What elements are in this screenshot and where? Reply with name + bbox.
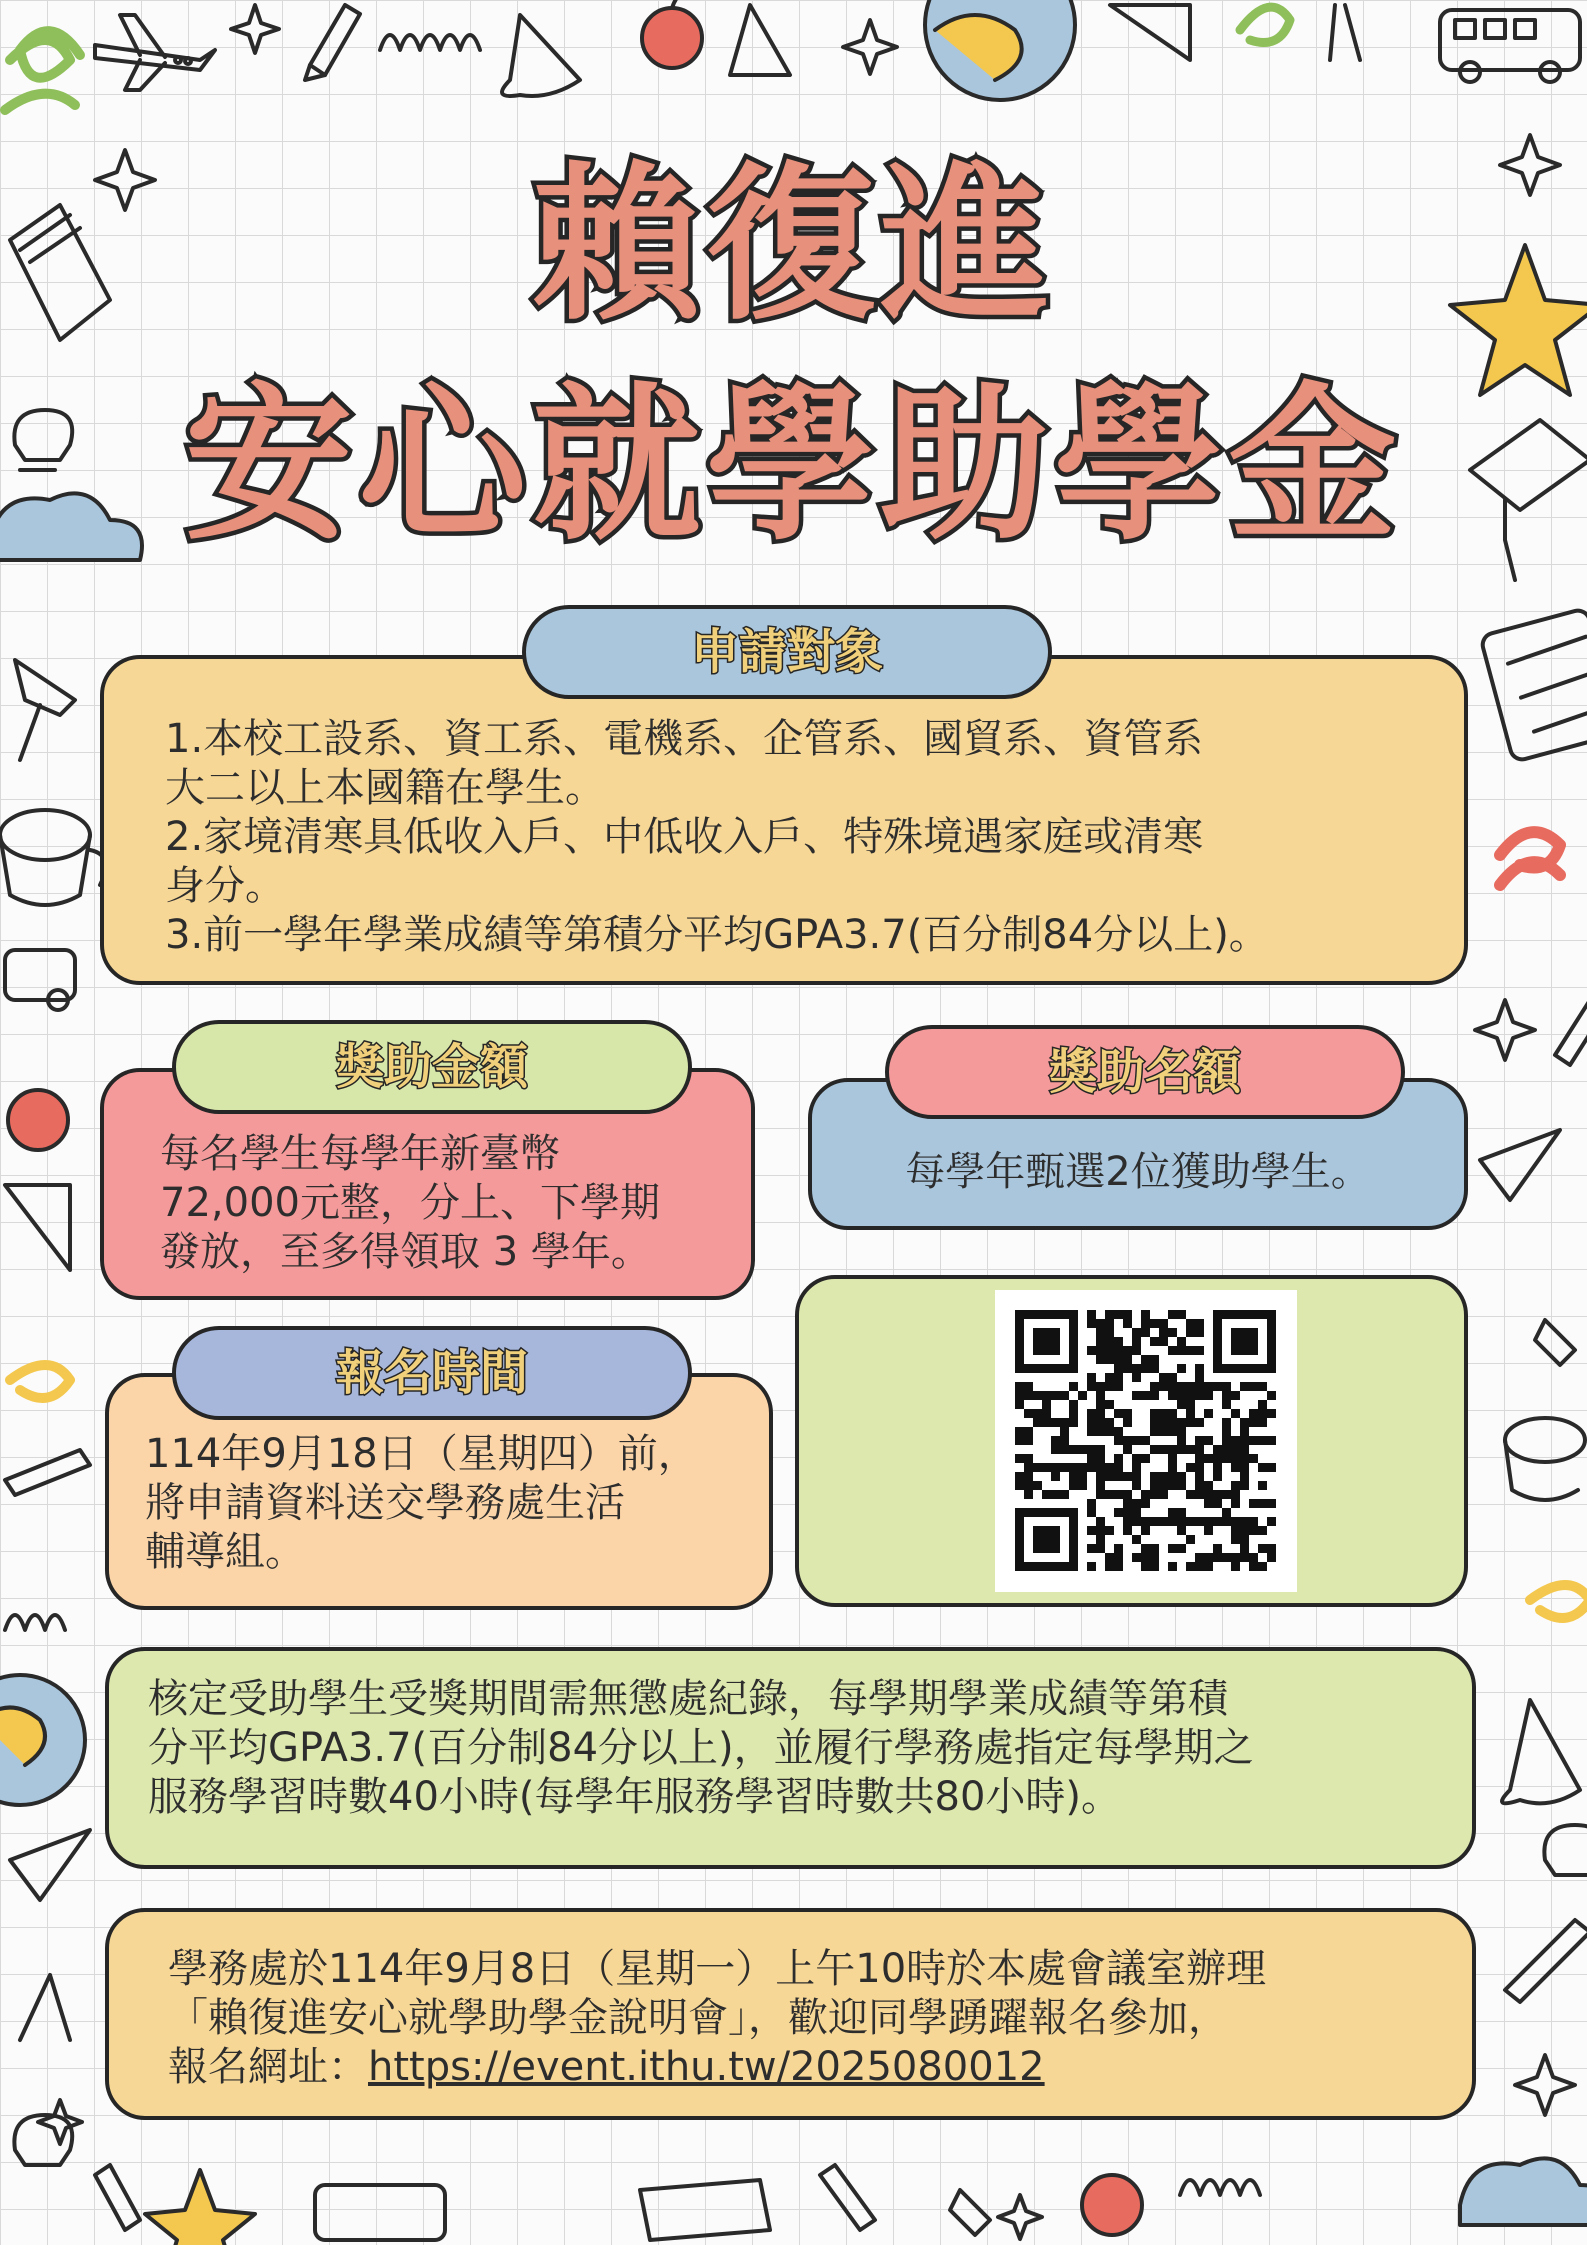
star-icon [38, 2100, 82, 2144]
briefing-line: 「賴復進安心就學助學金說明會」，歡迎同學踴躍報名參加， [168, 1995, 1228, 2041]
airplane-icon [95, 15, 215, 90]
eligibility-line: 3.前一學年學業成績等第積分平均GPA3.7(百分制84分以上)。 [165, 912, 1269, 958]
star-icon [998, 2195, 1042, 2239]
calculator-icon [1480, 608, 1587, 762]
star-icon [1475, 1000, 1535, 1060]
amount-line: 72,000元整，分上、下學期 [160, 1180, 660, 1226]
star-icon [843, 20, 897, 74]
registration-label: 報名網址： [168, 2044, 368, 2090]
deadline-line: 將申請資料送交學務處生活 [145, 1480, 625, 1526]
deadline-line: 114年9月18日（星期四）前， [145, 1431, 698, 1477]
pencil-icon [1555, 1000, 1587, 1065]
title-line-1: 賴復進 [532, 147, 1055, 343]
briefing-text [168, 1945, 1266, 2092]
qr-code-icon[interactable] [995, 1290, 1297, 1592]
amount-text [160, 1130, 660, 1277]
deadline-text [145, 1430, 698, 1577]
star-icon [231, 5, 279, 53]
amount-heading: 獎助金額 [172, 1020, 692, 1114]
amount-line: 發放，至多得領取 3 學年。 [160, 1229, 651, 1275]
requirements-line: 服務學習時數40小時(每學年服務學習時數共80小時)。 [148, 1774, 1122, 1820]
amount-line: 每名學生每學年新臺幣 [160, 1131, 560, 1177]
eligibility-line: 1.本校工設系、資工系、電機系、企管系、國貿系、資管系 [165, 716, 1204, 762]
eligibility-line: 大二以上本國籍在學生。 [165, 765, 605, 811]
star-icon [1515, 2055, 1575, 2115]
eligibility-line: 身分。 [165, 863, 285, 909]
deadline-heading: 報名時間 [172, 1326, 692, 1420]
pencil-icon [820, 2165, 875, 2230]
eligibility-text [165, 715, 1269, 960]
briefing-line: 學務處於114年9月8日（星期一）上午10時於本處會議室辦理 [168, 1946, 1267, 1992]
pencil-icon [305, 5, 360, 80]
requirements-line: 分平均GPA3.7(百分制84分以上)，並履行學務處指定每學期之 [148, 1725, 1254, 1771]
requirements-line: 核定受助學生受獎期間需無懲處紀錄，每學期學業成績等第積 [148, 1676, 1228, 1722]
requirements-text [148, 1675, 1254, 1822]
star-icon [145, 2170, 255, 2245]
pencil-icon [95, 2165, 140, 2230]
deadline-line: 輔導組。 [145, 1529, 305, 1575]
eligibility-heading: 申請對象 [522, 605, 1052, 699]
eligibility-line: 2.家境清寒具低收入戶、中低收入戶、特殊境遇家庭或清寒 [165, 814, 1204, 860]
spring-icon [5, 31, 80, 110]
title-line-2: 安心就學助學金 [184, 367, 1403, 563]
quota-text: 每學年甄選2位獲助學生。 [905, 1149, 1371, 1195]
briefing-registration-line [168, 2043, 1266, 2092]
quota-heading: 獎助名額 [885, 1025, 1405, 1119]
registration-link[interactable]: https://event.ithu.tw/2025080012 [368, 2044, 1045, 2090]
